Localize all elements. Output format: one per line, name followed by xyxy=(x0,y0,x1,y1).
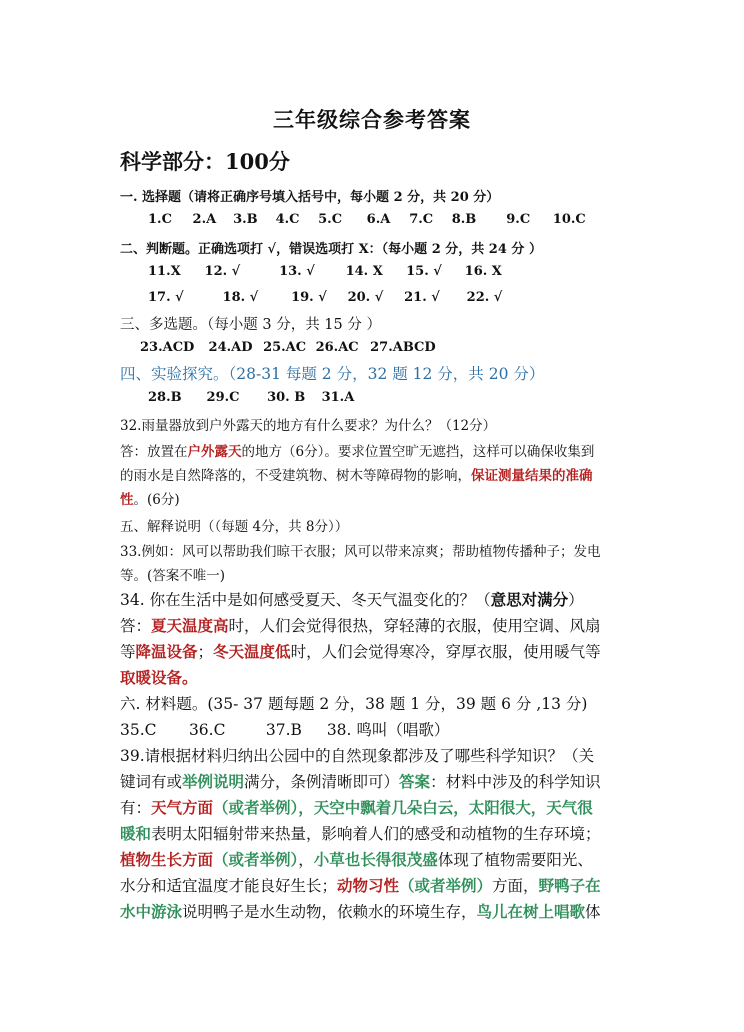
text: 体 xyxy=(585,903,601,921)
answer-13: 13. √ xyxy=(279,264,315,279)
text: 的雨水是自然降落的，不受建筑物、树木等障碍物的影响， xyxy=(120,468,471,484)
answer-32-line-1 xyxy=(120,440,594,460)
answer-34-line-2 xyxy=(120,640,601,662)
answer-18: 18. √ xyxy=(222,290,259,305)
answer-19: 19. √ xyxy=(291,290,327,305)
highlight-example: 举例说明 xyxy=(182,772,245,791)
answer-8: 8.B xyxy=(451,212,477,227)
text: 说明鸭子是水生动物，依赖水的环境生存， xyxy=(182,903,477,921)
question-39-line-2 xyxy=(120,770,601,792)
answer-1: 1.C xyxy=(148,212,172,227)
question-33-line-2: 等。(答案不唯一) xyxy=(120,568,226,584)
answer-11: 11.X xyxy=(148,264,181,279)
answer-30: 30. B xyxy=(267,390,306,405)
text: 时，人们会觉得寒冷，穿厚衣服，使用暖气等 xyxy=(290,643,601,661)
highlight-birds: 鸟儿在树上唱歌 xyxy=(476,902,586,921)
answer-27: 27.ABCD xyxy=(370,340,436,355)
highlight-plants: 植物生长方面 xyxy=(120,850,214,869)
answer-38: 38. 鸣叫（唱歌） xyxy=(326,721,450,739)
highlight-or-example: （或者举例） xyxy=(213,798,299,817)
text: 方面， xyxy=(492,877,539,895)
highlight-swimming: 水中游泳 xyxy=(120,902,183,921)
answer-37: 37.B xyxy=(265,721,302,739)
text: 键词有或 xyxy=(120,773,183,791)
section-2-row-2 xyxy=(148,290,502,305)
answer-5: 5.C xyxy=(318,212,343,227)
answer-6: 6.A xyxy=(366,212,391,227)
answer-25: 25.AC xyxy=(263,340,307,355)
answer-29: 29.C xyxy=(206,390,240,405)
text: 。(6分) xyxy=(133,492,180,508)
section-2-row-1 xyxy=(148,264,502,279)
section-4-heading: 四、实验探究。（28-31 每题 2 分，32 题 12 分，共 20 分） xyxy=(120,365,545,383)
answer-28: 28.B xyxy=(148,390,182,405)
highlight-cooling: 降温设备 xyxy=(135,642,198,661)
answer-14: 14. X xyxy=(345,264,383,279)
answer-34-line-3: 取暖设备。 xyxy=(120,668,198,687)
answer-label: 答案 xyxy=(399,772,431,791)
section-3-heading: 三、多选题。（每小题 3 分，共 15 分 ） xyxy=(120,317,381,333)
answer-32-line-3 xyxy=(120,488,180,508)
answer-20: 20. √ xyxy=(347,290,384,305)
text: ） xyxy=(568,591,584,609)
answer-16: 16. X xyxy=(464,264,502,279)
text: 时，人们会觉得很热，穿轻薄的衣服，使用空调、风扇 xyxy=(228,617,601,635)
section-4-answers xyxy=(148,390,354,405)
answer-24: 24.AD xyxy=(208,340,253,355)
answer-2: 2.A xyxy=(192,212,217,227)
highlight-accuracy: 保证测量结果的准确 xyxy=(471,468,593,484)
answer-34-line-1 xyxy=(120,614,601,636)
text: 有： xyxy=(120,799,152,817)
section-3-answers xyxy=(140,340,436,355)
answer-35: 35.C xyxy=(120,721,157,739)
answer-31: 31.A xyxy=(321,390,355,405)
section-5-heading: 五、解释说明（（每题 4分，共 8分）） xyxy=(120,519,349,535)
question-34 xyxy=(120,588,584,610)
text: 水分和适宜温度才能良好生长； xyxy=(120,877,338,895)
question-39-line-6 xyxy=(120,874,601,896)
section-1-heading: 一. 选择题（请将正确序号填入括号中，每小题 2 分，共 20 分） xyxy=(120,190,500,205)
science-section-header: 科学部分：100分 xyxy=(120,149,290,174)
text: 答：放置在 xyxy=(120,444,188,460)
answer-26: 26.AC xyxy=(315,340,359,355)
highlight-warm: 暖和 xyxy=(120,824,152,843)
text: 等 xyxy=(120,643,136,661)
question-39-line-4 xyxy=(120,822,601,844)
answer-21: 21. √ xyxy=(404,290,440,305)
answer-17: 17. √ xyxy=(148,290,184,305)
answer-32-line-2 xyxy=(120,464,593,484)
scoring-note: 意思对满分 xyxy=(490,590,569,609)
highlight-animals: 动物习性 xyxy=(337,876,400,895)
answer-15: 15. √ xyxy=(406,264,442,279)
highlight-duck: 野鸭子在 xyxy=(538,876,601,895)
section-2-heading: 二、判断题。正确选项打 √，错误选项打 X：（每小题 2 分，共 24 分 ） xyxy=(120,242,542,257)
question-33-line-1: 33.例如：风可以帮助我们晾干衣服；风可以带来凉爽；帮助植物传播种子；发电 xyxy=(120,544,601,560)
highlight-accuracy-end: 性 xyxy=(120,492,134,508)
section-6-heading: 六. 材料题。(35- 37 题每题 2 分，38 题 1 分，39 题 6 分 ,13 分) xyxy=(120,695,588,713)
answer-10: 10.C xyxy=(552,212,586,227)
text: ； xyxy=(197,643,214,661)
question-32: 32.雨量器放到户外露天的地方有什么要求？为什么？（12分） xyxy=(120,418,497,434)
highlight-weather: 天气方面 xyxy=(151,798,214,817)
question-39-line-3 xyxy=(120,796,593,818)
highlight-summer: 夏天温度高 xyxy=(151,616,229,635)
answer-4: 4.C xyxy=(275,212,300,227)
question-39-line-7 xyxy=(120,900,601,922)
text: 34. 你在生活中是如何感受夏天、冬天气温变化的？（ xyxy=(120,591,491,609)
text: 答： xyxy=(120,617,152,635)
section-1-answers xyxy=(148,212,586,227)
section-6-answers xyxy=(120,718,449,740)
answer-22: 22. √ xyxy=(466,290,503,305)
text: 满分，条例清晰即可） xyxy=(244,773,400,791)
text: 表明太阳辐射带来热量，影响着人们的感受和动植物的生存环境； xyxy=(151,825,601,843)
answer-3: 3.B xyxy=(233,212,258,227)
highlight-winter: 冬天温度低 xyxy=(213,642,291,661)
text: 的地方（6分）。要求位置空旷无遮挡，这样可以确保收集到 xyxy=(241,444,595,460)
answer-36: 36.C xyxy=(188,721,226,739)
text: 体现了植物需要阳光、 xyxy=(437,851,593,869)
highlight-outdoor: 户外露天 xyxy=(187,444,242,460)
text: ， xyxy=(298,851,314,869)
answer-23: 23.ACD xyxy=(140,340,195,355)
answer-12: 12. √ xyxy=(204,264,241,279)
highlight-or-example: （或者举例） xyxy=(399,876,493,895)
text: ：材料中涉及的科学知识 xyxy=(430,773,601,791)
highlight-weather-detail: ，天空中飘着几朵白云，太阳很大，天气很 xyxy=(298,798,593,817)
highlight-or-example: （或者举例） xyxy=(213,850,299,869)
question-39-line-1: 39.请根据材料归纳出公园中的自然现象都涉及了哪些科学知识？（关 xyxy=(120,747,595,765)
highlight-grass: 小草也长得很茂盛 xyxy=(313,850,438,869)
page-title: 三年级综合参考答案 xyxy=(273,107,471,132)
answer-7: 7.C xyxy=(409,212,434,227)
answer-9: 9.C xyxy=(506,212,531,227)
question-39-line-5 xyxy=(120,848,593,870)
